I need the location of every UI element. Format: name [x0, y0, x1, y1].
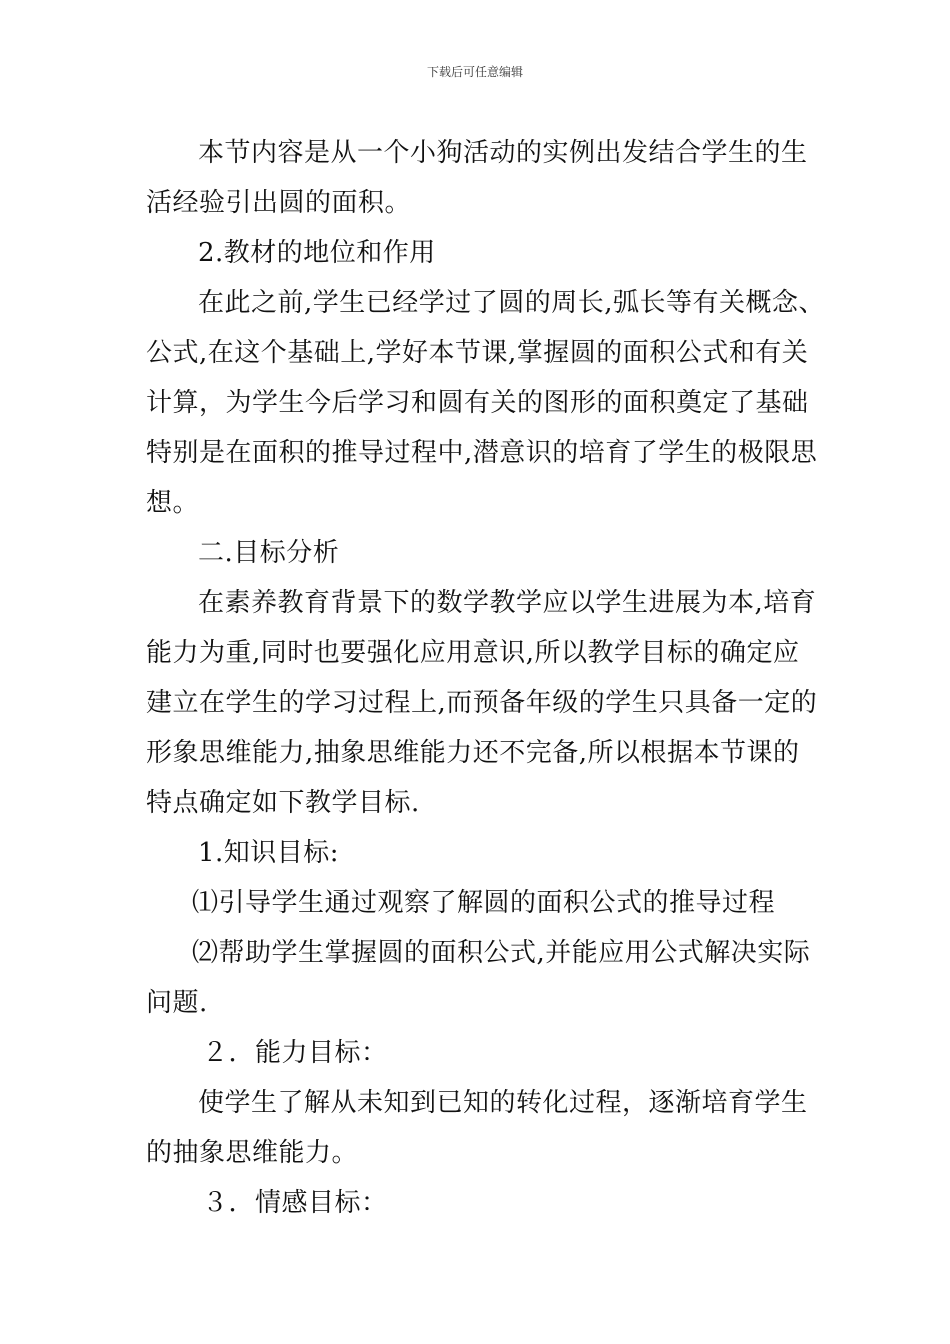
list-item — [146, 878, 816, 928]
text-line: 公式,在这个基础上,学好本节课,掌握圆的面积公式和有关 — [146, 338, 809, 368]
text-line: 本节内容是从一个小狗活动的实例出发结合学生的生 — [198, 138, 808, 168]
text-line: 在此之前,学生已经学过了圆的周长,弧长等有关概念、 — [198, 288, 826, 318]
text-line: 活经验引出圆的面积。 — [146, 188, 412, 218]
text-line: 使学生了解从未知到已知的转化过程，逐渐培育学生 — [198, 1088, 808, 1118]
text-line: 想。 — [146, 488, 200, 518]
paragraph — [146, 578, 816, 828]
text-line: 建立在学生的学习过程上,而预备年级的学生只具备一定的 — [146, 688, 818, 718]
paragraph — [146, 128, 816, 228]
document-body — [146, 128, 826, 1228]
section-heading — [146, 228, 816, 278]
text-line: 计算，为学生今后学习和圆有关的图形的面积奠定了基础 — [146, 388, 809, 418]
list-item — [146, 928, 816, 1028]
section-heading — [146, 528, 816, 578]
text-line: 1.知识目标: — [198, 838, 340, 868]
text-line: 的抽象思维能力。 — [146, 1138, 359, 1168]
text-line: 问题. — [146, 988, 208, 1018]
section-heading — [146, 828, 816, 878]
paragraph — [146, 278, 826, 528]
text-line: 在素养教育背景下的数学教学应以学生进展为本,培育 — [198, 588, 817, 618]
page-header: 下载后可任意编辑 — [426, 65, 523, 79]
text-line: 能力为重,同时也要强化应用意识,所以教学目标的确定应 — [146, 638, 800, 668]
text-line: 二.目标分析 — [198, 538, 340, 568]
section-heading — [146, 1028, 816, 1078]
text-line: ２．能力目标： — [202, 1038, 388, 1068]
paragraph — [146, 1078, 816, 1178]
text-line: ３．情感目标： — [202, 1188, 388, 1218]
text-line: 特点确定如下教学目标. — [146, 788, 420, 818]
text-line: ⑵帮助学生掌握圆的面积公式,并能应用公式解决实际 — [192, 938, 811, 968]
section-heading — [146, 1178, 816, 1228]
text-line: 2.教材的地位和作用 — [198, 238, 436, 268]
text-line: ⑴引导学生通过观察了解圆的面积公式的推导过程 — [192, 888, 776, 918]
text-line: 形象思维能力,抽象思维能力还不完备,所以根据本节课的 — [146, 738, 800, 768]
text-line: 特别是在面积的推导过程中,潜意识的培育了学生的极限思 — [146, 438, 818, 468]
